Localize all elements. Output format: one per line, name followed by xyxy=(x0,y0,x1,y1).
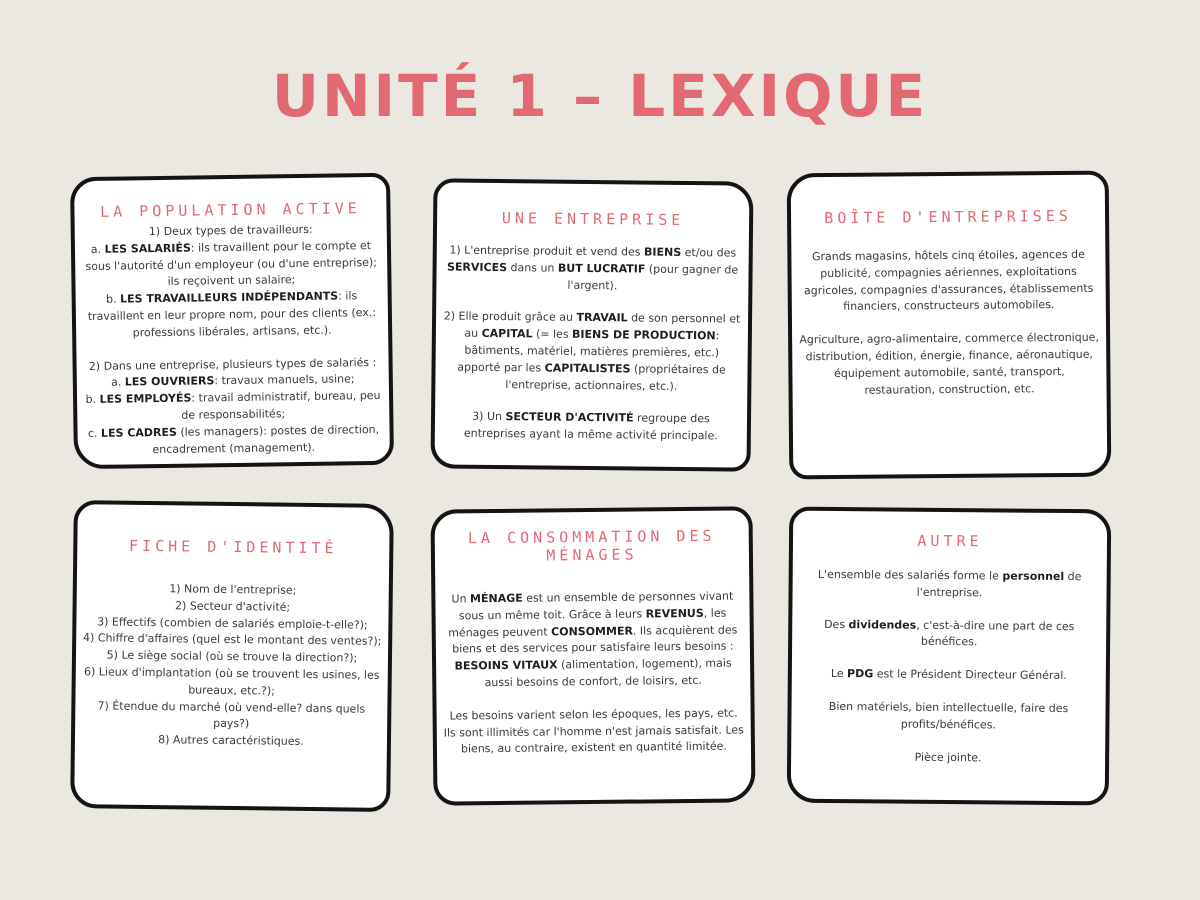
key-term: LES CADRES xyxy=(100,425,177,440)
key-term: SERVICES xyxy=(446,260,508,274)
key-term: MÉNAGE xyxy=(469,591,523,606)
card-paragraph: 1) L'entreprise produit et vend des BIENS et/ou des SERVICES dans un BUT LUCRATIF (pour gagner de l'argent). xyxy=(446,243,739,292)
card-consommation-menages xyxy=(430,506,755,805)
card-paragraph: Des dividendes, c'est-à-dire une part de ces bénéfices. xyxy=(824,617,1075,649)
card-paragraph: 2) Elle produit grâce au TRAVAIL de son personnel et au CAPITAL (= les BIENS DE PRODUCTION: bâtiments, matériel, matières premières, etc.) apporté par les CAPITALISTES (propriétaires de l'entreprise, actionnaires, etc.). xyxy=(443,309,741,393)
key-term: CAPITAL xyxy=(481,327,533,341)
card-paragraph: 2) Dans une entreprise, plusieurs types de salariés : xyxy=(88,355,377,373)
card-paragraph: Bien matériels, bien intellectuelle, faire des profits/bénéfices. xyxy=(828,699,1069,732)
key-term: BUT LUCRATIF xyxy=(557,261,646,276)
card-title: FICHE D'IDENTITÉ xyxy=(128,536,338,558)
card-paragraph: Les besoins varient selon les époques, les pays, etc. Ils sont illimités car l'homme n'est jamais satisfait. Les biens, au contraire, existent en quantité limitée. xyxy=(443,706,744,756)
card-paragraph: b. LES TRAVAILLEURS INDÉPENDANTS: ils travaillent en leur propre nom, pour des clients (ex.: professions libérales, artisans, etc.). xyxy=(87,289,377,340)
card-paragraph: 4) Chiffre d'affaires (quel est le montant des ventes?); xyxy=(82,631,382,649)
card-boite-entreprises xyxy=(787,171,1112,480)
card-autre xyxy=(787,507,1112,806)
card-body xyxy=(797,567,1101,768)
key-term: BESOINS VITAUX xyxy=(454,658,558,673)
key-term: BIENS xyxy=(643,245,682,259)
card-title: LA CONSOMMATION DES MÉNAGES xyxy=(467,526,716,565)
card-title: AUTRE xyxy=(917,531,983,551)
key-term: REVENUS xyxy=(645,606,704,621)
card-paragraph: Pièce jointe. xyxy=(914,750,982,764)
card-title: LA POPULATION ACTIVE xyxy=(100,199,361,221)
card-population-active xyxy=(70,173,394,469)
card-paragraph: 6) Lieux d'implantation (où se trouvent les usines, les bureaux, etc.?); xyxy=(83,665,380,698)
card-title: UNE ENTREPRISE xyxy=(501,209,685,229)
key-term: BIENS DE PRODUCTION xyxy=(572,327,716,343)
card-paragraph: a. LES SALARIÉS: ils travaillent pour le compte et sous l'autorité d'un employeur (ou d'une entreprise); ils reçoivent un salaire; xyxy=(85,238,378,289)
card-body xyxy=(441,588,745,758)
card-body xyxy=(81,221,384,460)
key-term: LES TRAVAILLEURS INDÉPENDANTS xyxy=(120,289,339,306)
card-paragraph: 5) Le siège social (où se trouve la direction?); xyxy=(106,648,358,665)
card-paragraph: Un MÉNAGE est un ensemble de personnes vivant sous un même toit. Grâce à leurs REVENUS, les ménages peuvent CONSOMMER. Ils acquièrent des biens et des services pour satisfaire leurs besoins : BESOINS VITAUX (alimentation, logement), mais aussi besoins de confort, de loisirs, etc. xyxy=(448,589,738,690)
key-term: LES SALARIÉS xyxy=(104,241,191,256)
key-term: CAPITALISTES xyxy=(544,361,631,376)
key-term: dividendes xyxy=(848,617,917,632)
key-term: personnel xyxy=(1002,569,1065,584)
key-term: SECTEUR D'ACTIVITÉ xyxy=(505,410,634,425)
key-term: TRAVAIL xyxy=(576,311,628,325)
card-une-entreprise xyxy=(430,178,753,471)
key-term: LES OUVRIERS xyxy=(124,374,215,389)
card-body xyxy=(797,247,1100,400)
card-fiche-identite xyxy=(70,500,394,812)
key-term: PDG xyxy=(847,667,874,681)
key-term: LES EMPLOYÉS xyxy=(99,391,192,407)
card-paragraph: 1) Nom de l'entreprise; xyxy=(169,582,297,597)
card-paragraph: c. LES CADRES (les managers): postes de direction, encadrement (management). xyxy=(87,422,380,456)
card-paragraph: Agriculture, agro-alimentaire, commerce électronique, distribution, édition, énergie, finance, aéronautique, équipement automobile, santé, transport, restauration, construction, etc. xyxy=(799,330,1099,397)
card-paragraph: 3) Effectifs (combien de salariés emploie-t-elle?); xyxy=(97,614,368,632)
card-paragraph: a. LES OUVRIERS: travaux manuels, usine; xyxy=(111,372,355,390)
card-paragraph: b. LES EMPLOYÉS: travail administratif, bureau, peu de responsabilités; xyxy=(85,389,381,422)
card-paragraph: 2) Secteur d'activité; xyxy=(174,599,291,614)
card-paragraph: 3) Un SECTEUR D'ACTIVITÉ regroupe des entreprises ayant la même activité principale. xyxy=(463,410,718,443)
card-paragraph: 8) Autres caractéristiques. xyxy=(158,733,304,749)
card-paragraph: L'ensemble des salariés forme le personnel de l'entreprise. xyxy=(817,567,1082,600)
card-body xyxy=(81,580,383,752)
card-paragraph: 1) Deux types de travailleurs: xyxy=(148,222,313,239)
card-body xyxy=(441,242,743,445)
card-title: BOÎTE D'ENTREPRISES xyxy=(824,206,1072,228)
card-paragraph: Le PDG est le Président Directeur Général. xyxy=(830,667,1067,683)
page-title: UNITÉ 1 – LEXIQUE xyxy=(271,62,929,130)
key-term: CONSOMMER xyxy=(551,624,633,639)
card-paragraph: 7) Étendue du marché (où vend-elle? dans quels pays?) xyxy=(97,698,366,731)
card-paragraph: Grands magasins, hôtels cinq étoiles, agences de publicité, compagnies aériennes, exploitations agricoles, compagnies d'assurances, établissements financiers, constructeurs automobiles. xyxy=(803,247,1094,314)
